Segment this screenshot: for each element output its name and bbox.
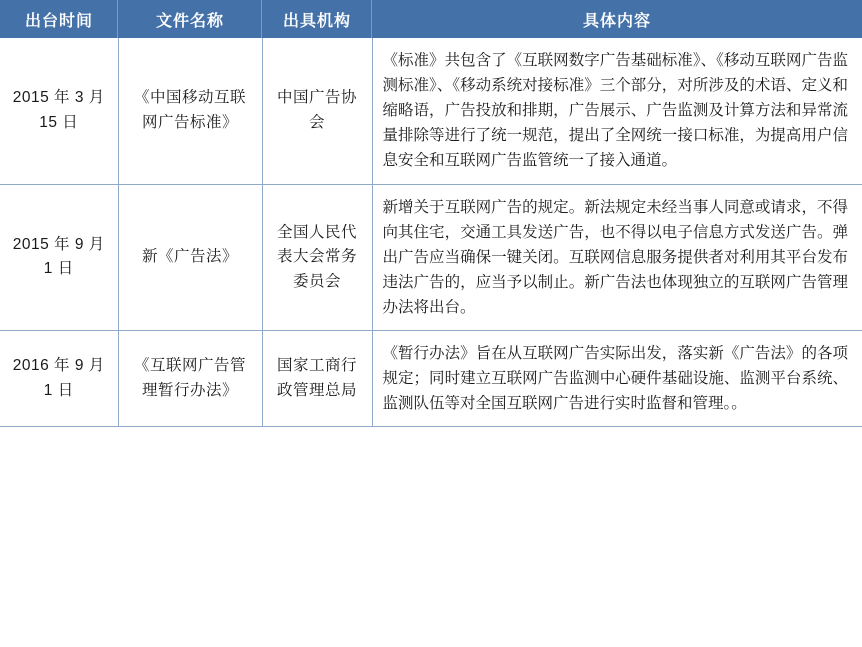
table-header-row [0, 0, 862, 38]
cell-date: 2015 年 3 月 15 日 [0, 38, 118, 184]
cell-organization: 全国人民代表大会常务委员会 [262, 184, 372, 331]
column-header-name: 文件名称 [118, 0, 262, 38]
column-header-org: 出具机构 [262, 0, 372, 38]
cell-document-name: 《中国移动互联网广告标准》 [118, 38, 262, 184]
table-row [0, 38, 862, 184]
cell-organization: 中国广告协会 [262, 38, 372, 184]
table-row [0, 184, 862, 331]
table-row [0, 331, 862, 427]
table-header [0, 0, 862, 38]
cell-date: 2016 年 9 月 1 日 [0, 331, 118, 427]
cell-document-name: 新《广告法》 [118, 184, 262, 331]
cell-content: 《标准》共包含了《互联网数字广告基础标准》、《移动互联网广告监测标准》、《移动系统对接标准》三个部分，对所涉及的术语、定义和缩略语，广告投放和排期，广告展示、广告监测及计算方法和异常流量排除等进行了统一规范，提出了全网统一接口标准，为提高用户信息安全和互联网广告监管统一了接入通道。 [372, 38, 862, 184]
column-header-date: 出台时间 [0, 0, 118, 38]
column-header-content: 具体内容 [372, 0, 862, 38]
cell-content: 新增关于互联网广告的规定。新法规定未经当事人同意或请求，不得向其住宅，交通工具发送广告，也不得以电子信息方式发送广告。弹出广告应当确保一键关闭。互联网信息服务提供者对利用其平台发布违法广告的，应当予以制止。新广告法也体现独立的互联网广告管理办法将出台。 [372, 184, 862, 331]
table-body [0, 38, 862, 427]
cell-content: 《暂行办法》旨在从互联网广告实际出发，落实新《广告法》的各项规定；同时建立互联网广告监测中心硬件基础设施、监测平台系统、监测队伍等对全国互联网广告进行实时监督和管理。。 [372, 331, 862, 427]
cell-organization: 国家工商行政管理总局 [262, 331, 372, 427]
cell-date: 2015 年 9 月 1 日 [0, 184, 118, 331]
cell-document-name: 《互联网广告管理暂行办法》 [118, 331, 262, 427]
